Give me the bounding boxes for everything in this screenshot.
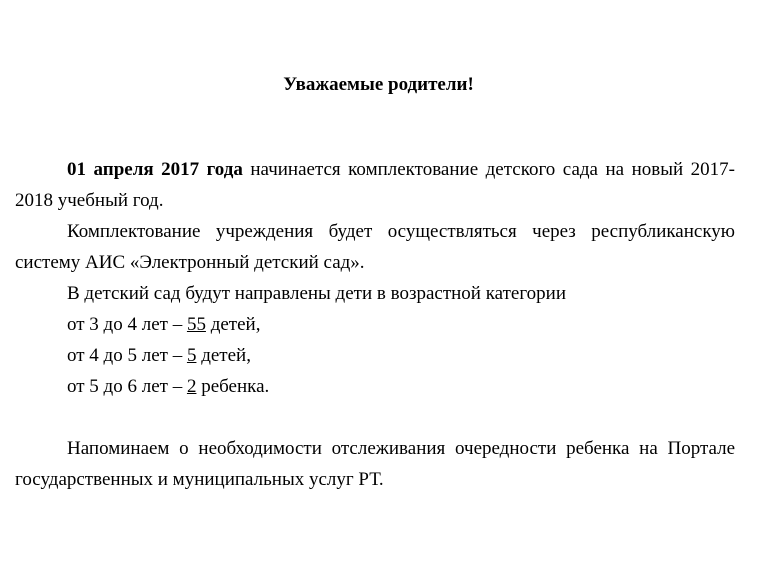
paragraph-reminder: Напоминаем о необходимости отслеживания очередности ребенка на Портале государственных и муниципальных услуг РТ. [15, 438, 735, 490]
paragraph-spacer [15, 402, 735, 433]
age-group-range: от 5 до 6 лет – [67, 376, 187, 397]
age-group-range: от 4 до 5 лет – [67, 345, 187, 366]
age-group-suffix: ребенка. [196, 376, 270, 397]
age-group-suffix: детей, [196, 345, 251, 366]
start-date-text: 01 апреля 2017 года [67, 159, 243, 180]
age-group-count: 2 [186, 376, 197, 397]
document-body [15, 154, 735, 495]
age-group-suffix: детей, [205, 314, 261, 335]
age-group-range: от 3 до 4 лет – [67, 314, 187, 335]
paragraph-ais-system: Комплектование учреждения будет осуществляться через республиканскую систему АИС «Электронный детский сад». [15, 221, 735, 273]
start-date-rest-text: начинается комплектование детского сада на новый 2017-2018 учебный год. [15, 159, 735, 211]
paragraph-start-date [15, 154, 735, 216]
paragraph-age-intro: В детский сад будут направлены дети в возрастной категории [67, 283, 566, 304]
age-group-line [15, 371, 735, 402]
age-group-count: 55 [186, 314, 206, 335]
page-title: Уважаемые родители! [283, 74, 474, 95]
age-group-line [15, 340, 735, 371]
age-group-line [15, 309, 735, 340]
age-group-count: 5 [186, 345, 197, 366]
